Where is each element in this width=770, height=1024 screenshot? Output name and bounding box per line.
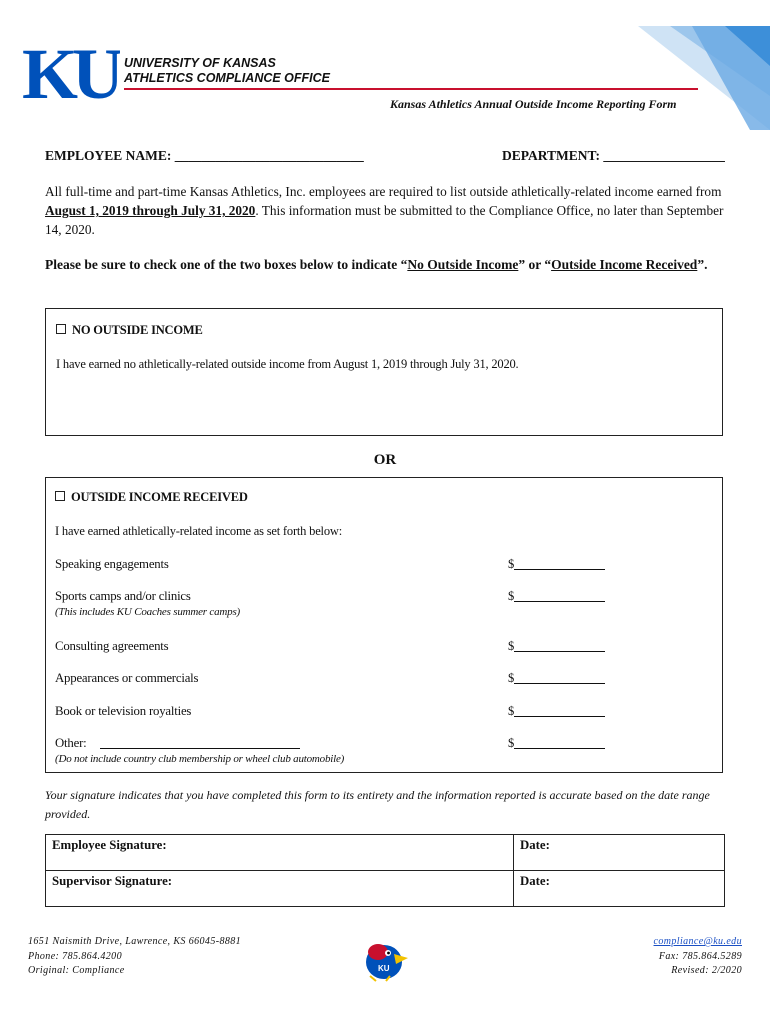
employee-signature-field[interactable]: Employee Signature:	[46, 835, 514, 871]
income-amount-field[interactable]: $	[508, 704, 605, 719]
footer-info	[654, 935, 742, 979]
outside-income-box	[45, 477, 723, 773]
ku-logo	[22, 40, 120, 108]
no-income-checkbox[interactable]	[56, 324, 66, 334]
income-item-label: Speaking engagements	[55, 557, 169, 571]
or-separator: OR	[373, 452, 397, 468]
footer-revised: Revised: 2/2020	[671, 965, 742, 976]
intro-paragraph: All full-time and part-time Kansas Athletics, Inc. employees are required to list outside athletically-related income earned from August 1, 2019 through July 31, 2020. This information must be submitted to the Compliance Office, no later than September 14, 2020.	[45, 184, 724, 237]
instruction-text: Please be sure to check one of the two boxes below to indicate “No Outside Income” or “Outside Income Received”.	[45, 257, 708, 272]
income-amount-field[interactable]: $	[508, 589, 605, 604]
income-amount-field[interactable]: $	[508, 671, 605, 686]
income-amount-field[interactable]: $	[508, 557, 605, 572]
signature-statement: Your signature indicates that you have completed this form to its entirety and the information reported is accurate based on the date range provided.	[45, 788, 710, 821]
no-income-statement: I have earned no athletically-related outside income from August 1, 2019 through July 31, 2020.	[56, 357, 519, 371]
income-item-label: Appearances or commercials	[55, 671, 199, 685]
department-field[interactable]: DEPARTMENT: __________________	[502, 148, 725, 163]
footer-phone: Phone: 785.864.4200	[28, 950, 122, 962]
reporting-period: August 1, 2019 through July 31, 2020	[45, 203, 256, 218]
university-name: UNIVERSITY OF KANSAS	[124, 56, 276, 70]
income-item-note: (Do not include country club membership or wheel club automobile)	[55, 753, 345, 765]
mascot-text: KU	[378, 964, 390, 973]
supervisor-signature-field[interactable]: Supervisor Signature:	[46, 871, 514, 907]
income-amount-field[interactable]: $	[508, 639, 605, 654]
income-item-label: Sports camps and/or clinics	[55, 589, 191, 603]
no-outside-income-box	[45, 308, 723, 436]
signature-table	[45, 834, 725, 907]
income-item-note: (This includes KU Coaches summer camps)	[55, 606, 240, 618]
income-amount-field[interactable]: $	[508, 736, 605, 751]
ku-logo-text: KU	[22, 40, 118, 108]
other-description-field[interactable]	[100, 748, 300, 749]
corner-decoration	[630, 26, 770, 130]
office-name: ATHLETICS COMPLIANCE OFFICE	[124, 71, 331, 85]
employee-date-field[interactable]: Date:	[514, 835, 725, 871]
income-item-label: Book or television royalties	[55, 704, 192, 718]
footer-address: 1651 Naismith Drive, Lawrence, KS 66045-8881	[28, 936, 242, 947]
form-title: Kansas Athletics Annual Outside Income Reporting Form	[390, 97, 677, 111]
jayhawk-mascot-icon	[360, 938, 410, 982]
header-divider	[124, 88, 698, 90]
university-heading	[124, 56, 330, 86]
footer-original: Original: Compliance	[28, 965, 125, 976]
employee-name-field[interactable]: EMPLOYEE NAME: ____________________________	[45, 148, 364, 163]
income-item-label: Consulting agreements	[55, 639, 169, 653]
footer-contact	[28, 935, 241, 979]
income-statement: I have earned athletically-related income as set forth below:	[55, 524, 342, 538]
income-checkbox[interactable]	[55, 491, 65, 501]
compliance-email-link[interactable]: compliance@ku.edu	[653, 936, 742, 947]
no-income-option[interactable]: NO OUTSIDE INCOME	[56, 323, 203, 338]
footer-fax: Fax: 785.864.5289	[658, 950, 742, 962]
income-option[interactable]: OUTSIDE INCOME RECEIVED	[55, 490, 248, 505]
income-item-label: Other:	[55, 736, 87, 750]
supervisor-date-field[interactable]: Date:	[514, 871, 725, 907]
